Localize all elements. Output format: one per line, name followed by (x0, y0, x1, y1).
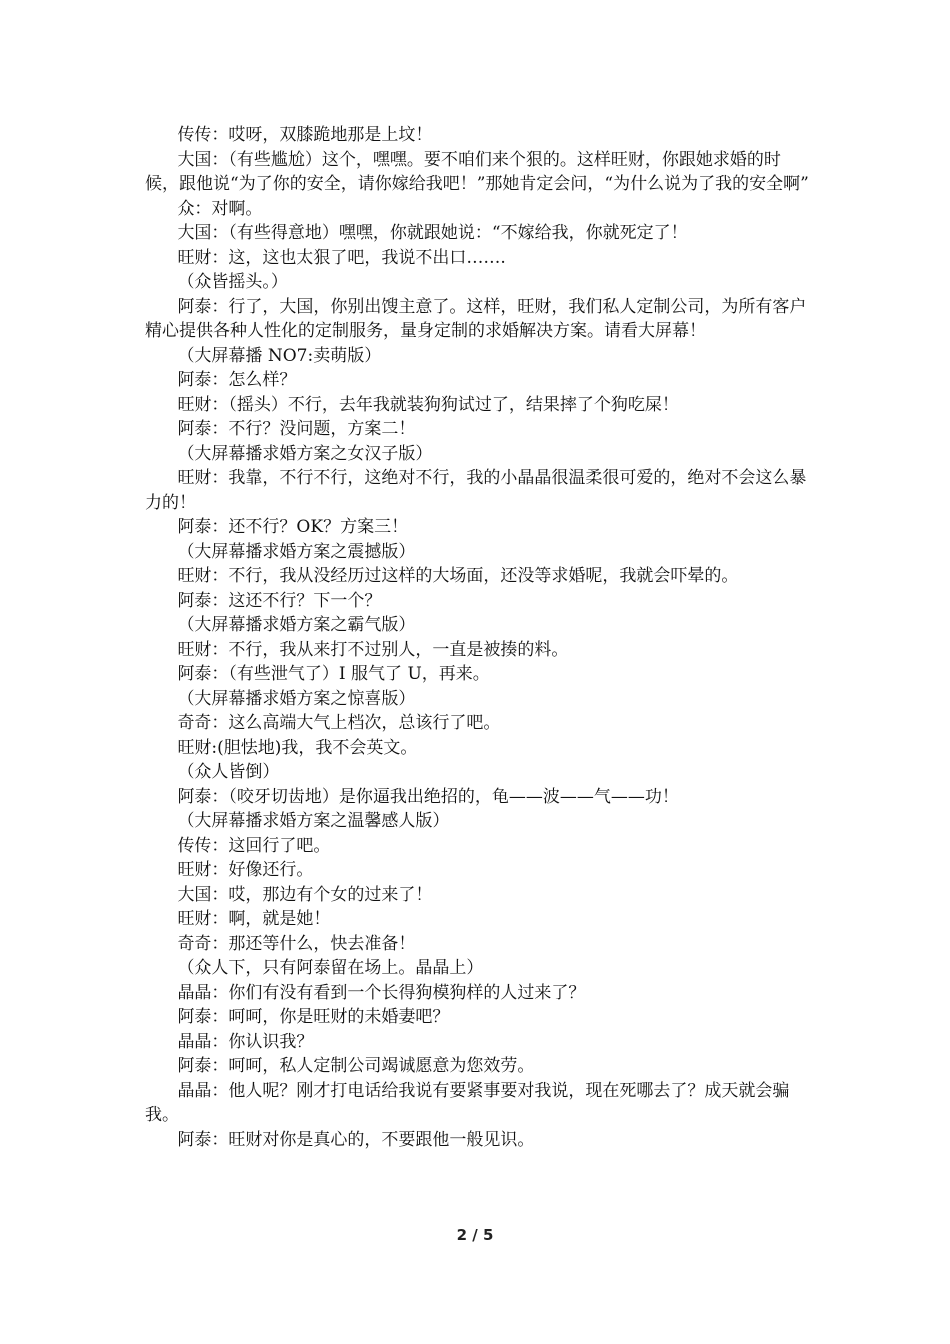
script-line: 阿泰：行了，大国，你别出馊主意了。这样，旺财，我们私人定制公司，为所有客户精心提供各种人性化的定制服务，量身定制的求婚解决方案。请看大屏幕！ (145, 296, 807, 341)
script-line: 奇奇：那还等什么，快去准备！ (145, 933, 416, 954)
script-line: 晶晶：你认识我？ (145, 1031, 314, 1052)
script-line: （众皆摇头。） (145, 272, 288, 292)
script-line: 阿泰：（有些泄气了）I 服气了 U，再来。 (145, 664, 490, 684)
script-line: 传传：哎呀，双膝跪地那是上坟！ (145, 125, 433, 145)
script-line: 旺财：不行，我从没经历过这样的大场面，还没等求婚呢，我就会吓晕的。 (145, 566, 739, 586)
script-line: （大屏幕播求婚方案之霸气版） (145, 615, 416, 635)
script-line: 大国：哎，那边有个女的过来了！ (145, 884, 433, 905)
page-number: 2 / 5 (456, 1226, 494, 1244)
script-line: （大屏幕播求婚方案之惊喜版） (145, 688, 416, 709)
script-line: 阿泰：这还不行？下一个？ (145, 590, 382, 611)
script-line: 阿泰：还不行？OK？方案三！ (145, 517, 409, 537)
script-line: 旺财：这，这也太狠了吧，我说不出口……. (145, 247, 506, 268)
script-line: （众人皆倒） (145, 762, 280, 782)
script-line: 旺财：不行，我从来打不过别人，一直是被揍的料。 (145, 639, 569, 660)
script-line: 阿泰：不行？没问题，方案二！ (145, 419, 416, 439)
script-line: 传传：这回行了吧。 (145, 835, 331, 856)
script-line: 阿泰：怎么样？ (145, 370, 297, 390)
script-line: 旺财：啊，就是她！ (145, 909, 331, 929)
script-line: （大屏幕播求婚方案之震撼版） (145, 541, 416, 562)
script-line: 旺财：我靠，不行不行，这绝对不行，我的小晶晶很温柔很可爱的，绝对不会这么暴力的！ (145, 468, 807, 513)
script-line: 旺财：好像还行。 (145, 860, 314, 880)
script-line: （大屏幕播求婚方案之温馨感人版） (145, 811, 450, 831)
script-line: （大屏幕播 NO7:卖萌版） (145, 345, 382, 366)
script-line: 旺财：（摇头）不行，去年我就装狗狗试过了，结果摔了个狗吃屎！ (145, 394, 679, 415)
script-line: 晶晶：你们有没有看到一个长得狗模狗样的人过来了？ (145, 982, 586, 1003)
script-line: （众人下，只有阿泰留在场上。晶晶上） (145, 958, 484, 978)
script-line: 大国：（有些尴尬）这个，嘿嘿。要不咱们来个狠的。这样旺财，你跟她求婚的时候，跟他说“为了你的安全，请你嫁给我吧！”那她肯定会问，“为什么说为了我的安全啊” (145, 149, 809, 194)
script-line: 旺财:(胆怯地)我，我不会英文。 (145, 737, 418, 758)
script-line: 阿泰：呵呵，你是旺财的未婚妻吧？ (145, 1007, 450, 1027)
script-line: 奇奇：这么高端大气上档次，总该行了吧。 (145, 713, 501, 733)
script-line: 众：对啊。 (145, 198, 263, 219)
script-line: 阿泰：呵呵，私人定制公司竭诚愿意为您效劳。 (145, 1056, 535, 1076)
document-body (145, 123, 810, 1152)
script-line: 阿泰：（咬牙切齿地）是你逼我出绝招的，龟——波——气——功！ (145, 786, 679, 807)
script-line: 阿泰：旺财对你是真心的，不要跟他一般见识。 (145, 1129, 535, 1150)
script-line: （大屏幕播求婚方案之女汉子版） (145, 443, 433, 464)
script-line: 大国：（有些得意地）嘿嘿，你就跟她说：“不嫁给我，你就死定了！ (145, 223, 688, 243)
script-line: 晶晶：他人呢？刚才打电话给我说有要紧事要对我说，现在死哪去了？成天就会骗我。 (145, 1080, 790, 1125)
